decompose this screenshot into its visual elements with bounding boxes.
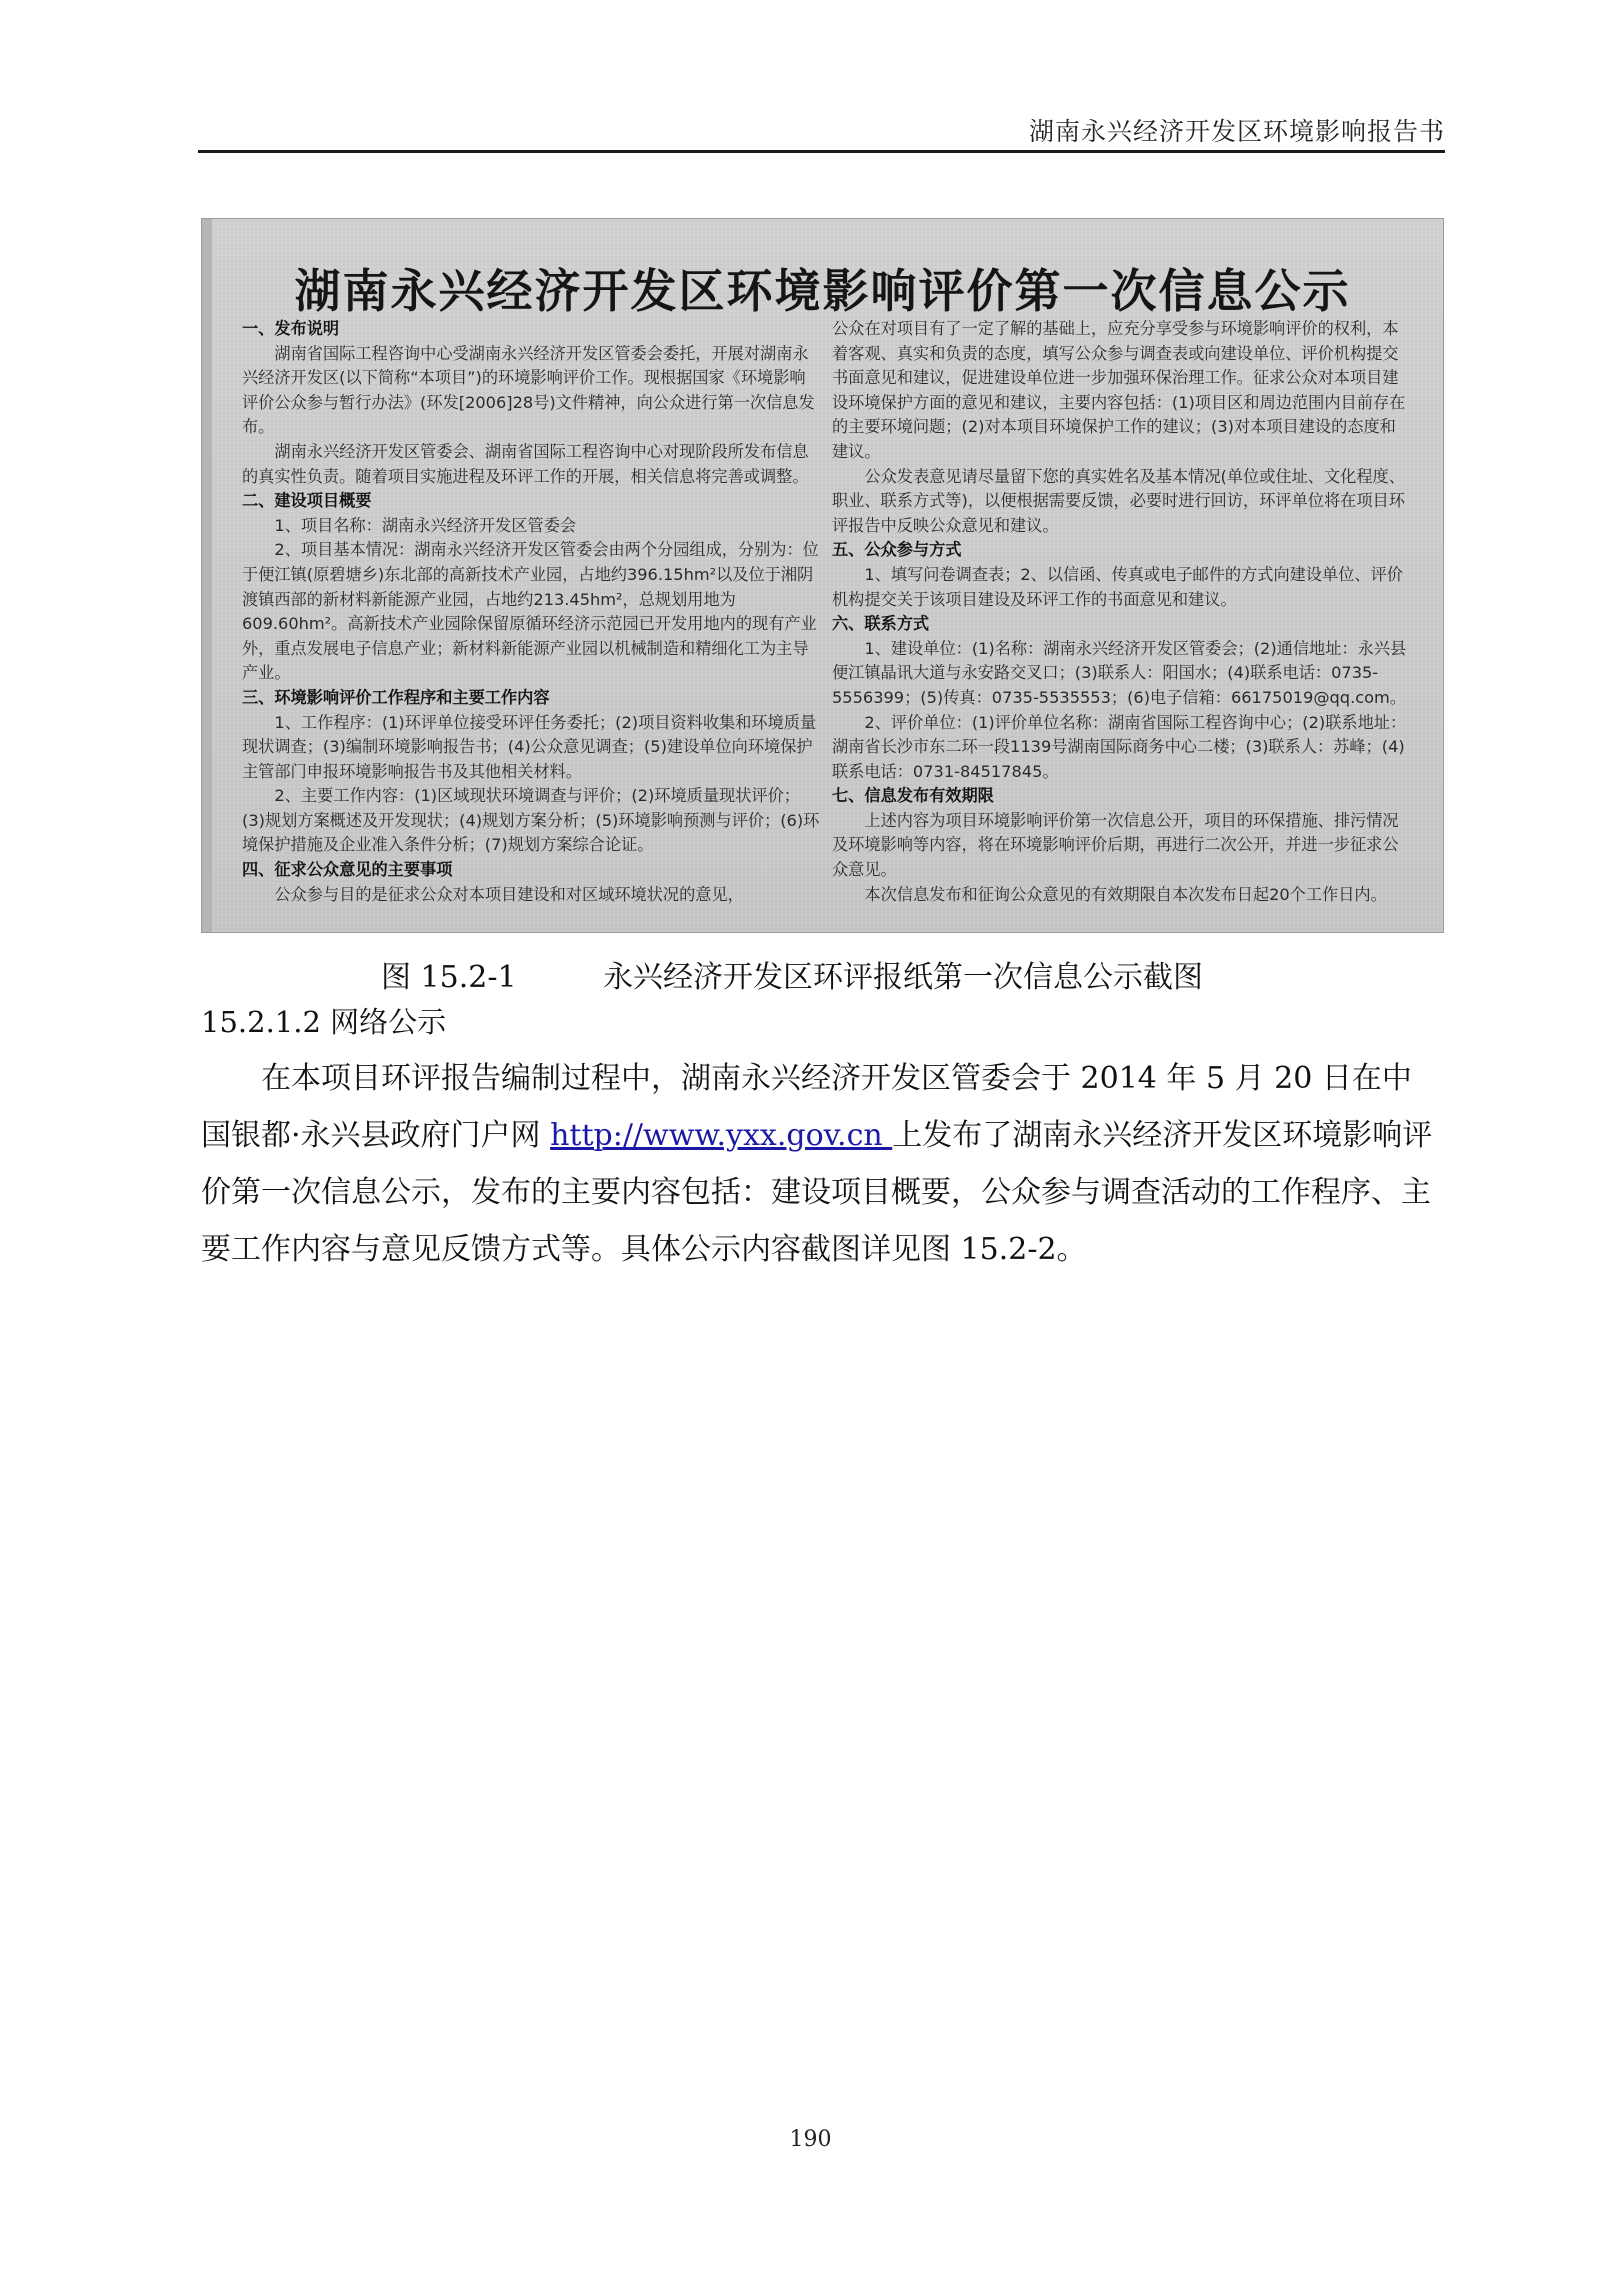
newspaper-clipping-image xyxy=(201,218,1444,933)
figure-caption xyxy=(381,952,1203,996)
clipping-paragraph: 2、评价单位：(1)评价单位名称：湖南省国际工程咨询中心；(2)联系地址：湖南省长沙市东二环一段1139号湖南国际商务中心二楼；(3)联系人：苏峰；(4)联系电话：0731-84517845。 xyxy=(832,712,1407,781)
clipping-section-heading: 四、征求公众意见的主要事项 xyxy=(242,860,453,880)
clipping-paragraph: 上述内容为项目环境影响评价第一次信息公开，项目的环保措施、排污情况及环境影响等内容，将在环境影响评价后期，再进行二次公开，并进一步征求公众意见。 xyxy=(832,810,1399,880)
clipping-paragraph: 公众在对项目有了一定了解的基础上，应充分享受参与环境影响评价的权利，本着客观、真实和负责的态度，填写公众参与调查表或向建设单位、评价机构提交书面意见和建议，促进建设单位进一步加强环保治理工作。征求公众对本项目建设环境保护方面的意见和建议，主要内容包括：(1)项目区和周边范围内目前存在的主要环境问题；(2)对本项目环境保护工作的建议；(3)对本项目建设的态度和建议。 xyxy=(832,319,1406,461)
clipping-section-heading: 五、公众参与方式 xyxy=(832,540,962,560)
clipping-paragraph: 公众发表意见请尽量留下您的真实姓名及基本情况(单位或住址、文化程度、职业、联系方式等)，以便根据需要反馈，必要时进行回访，环评单位将在项目环评报告中反映公众意见和建议。 xyxy=(832,466,1405,535)
clipping-section-heading: 六、联系方式 xyxy=(832,614,930,634)
header-title: 湖南永兴经济开发区环境影响报告书 xyxy=(1028,117,1445,146)
clipping-paragraph: 本次信息发布和征询公众意见的有效期限自本次发布日起20个工作日内。 xyxy=(864,884,1387,904)
body-text-before-link: 在本项目环评报告编制过程中，湖南永兴经济开发区管委会于 2014 年 5 月 20 日在中国银都·永兴县政府门户网 xyxy=(201,1061,1412,1153)
clipping-paragraph: 公众参与目的是征求公众对本项目建设和对区域环境状况的意见， xyxy=(274,884,744,904)
figure-title: 永兴经济开发区环评报纸第一次信息公示截图 xyxy=(603,960,1203,995)
clipping-paragraph: 2、主要工作内容：(1)区域现状环境调查与评价；(2)环境质量现状评价；(3)规划方案概述及开发现状；(4)规划方案分析；(5)环境影响预测与评价；(6)环境保护措施及企业准入条件分析；(7)规划方案综合论证。 xyxy=(242,786,820,855)
clipping-paragraph: 1、建设单位：(1)名称：湖南永兴经济开发区管委会；(2)通信地址：永兴县便江镇晶讯大道与永安路交叉口；(3)联系人：阳国水；(4)联系电话：0735-5556399；(5)传真：0735-5535553；(6)电子信箱：66175019@qq.com。 xyxy=(832,638,1407,707)
clipping-paragraph: 2、项目基本情况：湖南永兴经济开发区管委会由两个分园组成，分别为：位于便江镇(原碧塘乡)东北部的高新技术产业园，占地约396.15hm²以及位于湘阴渡镇西部的新材料新能源产业园，占地约213.45hm²，总规划用地为609.60hm²。高新技术产业园除保留原循环经济示范园已开发用地内的现有产业外，重点发展电子信息产业；新材料新能源产业园以机械制造和精细化工为主导产业。 xyxy=(242,540,819,683)
clipping-section-heading: 一、发布说明 xyxy=(242,319,340,338)
body-paragraph xyxy=(201,1050,1441,1278)
government-portal-link[interactable]: http://www.yxx.gov.cn xyxy=(550,1118,893,1153)
clipping-section-heading: 三、环境影响评价工作程序和主要工作内容 xyxy=(242,687,550,707)
clipping-section-heading: 七、信息发布有效期限 xyxy=(832,786,994,806)
clipping-left-column xyxy=(242,317,820,907)
section-subheading: 15.2.1.2 网络公示 xyxy=(201,1005,447,1039)
page-number: 190 xyxy=(789,2127,832,2152)
clipping-headline: 湖南永兴经济开发区环境影响评价第一次信息公示 xyxy=(294,264,1351,318)
clipping-paragraph: 1、填写问卷调查表；2、以信函、传真或电子邮件的方式向建设单位、评价机构提交关于该项目建设及环评工作的书面意见和建议。 xyxy=(832,564,1403,609)
body-text-after-link: 上发布了湖南永兴经济开发区环境影响评价第一次信息公示，发布的主要内容包括：建设项目概要，公众参与调查活动的工作程序、主要工作内容与意见反馈方式等。具体公示内容截图详见图 15.2-2。 xyxy=(201,1118,1433,1267)
clipping-paragraph: 1、项目名称：湖南永兴经济开发区管委会 xyxy=(274,515,577,535)
clipping-section-heading: 二、建设项目概要 xyxy=(242,491,372,511)
figure-number: 图 15.2-1 xyxy=(381,960,517,995)
running-header xyxy=(198,108,1445,153)
clipping-paragraph: 1、工作程序：(1)环评单位接受环评任务委托；(2)项目资料收集和环境质量现状调查；(3)编制环境影响报告书；(4)公众意见调查；(5)建设单位向环境保护主管部门申报环境影响报告书及其他相关材料。 xyxy=(242,712,817,781)
clipping-paragraph: 湖南永兴经济开发区管委会、湖南省国际工程咨询中心对现阶段所发布信息的真实性负责。随着项目实施进程及环评工作的开展，相关信息将完善或调整。 xyxy=(242,441,809,486)
clipping-paragraph: 湖南省国际工程咨询中心受湖南永兴经济开发区管委会委托，开展对湖南永兴经济开发区(以下简称“本项目”)的环境影响评价工作。现根据国家《环境影响评价公众参与暂行办法》(环发[2006]28号)文件精神，向公众进行第一次信息发布。 xyxy=(242,343,815,437)
clipping-edge xyxy=(202,219,212,932)
clipping-right-column xyxy=(832,317,1410,907)
